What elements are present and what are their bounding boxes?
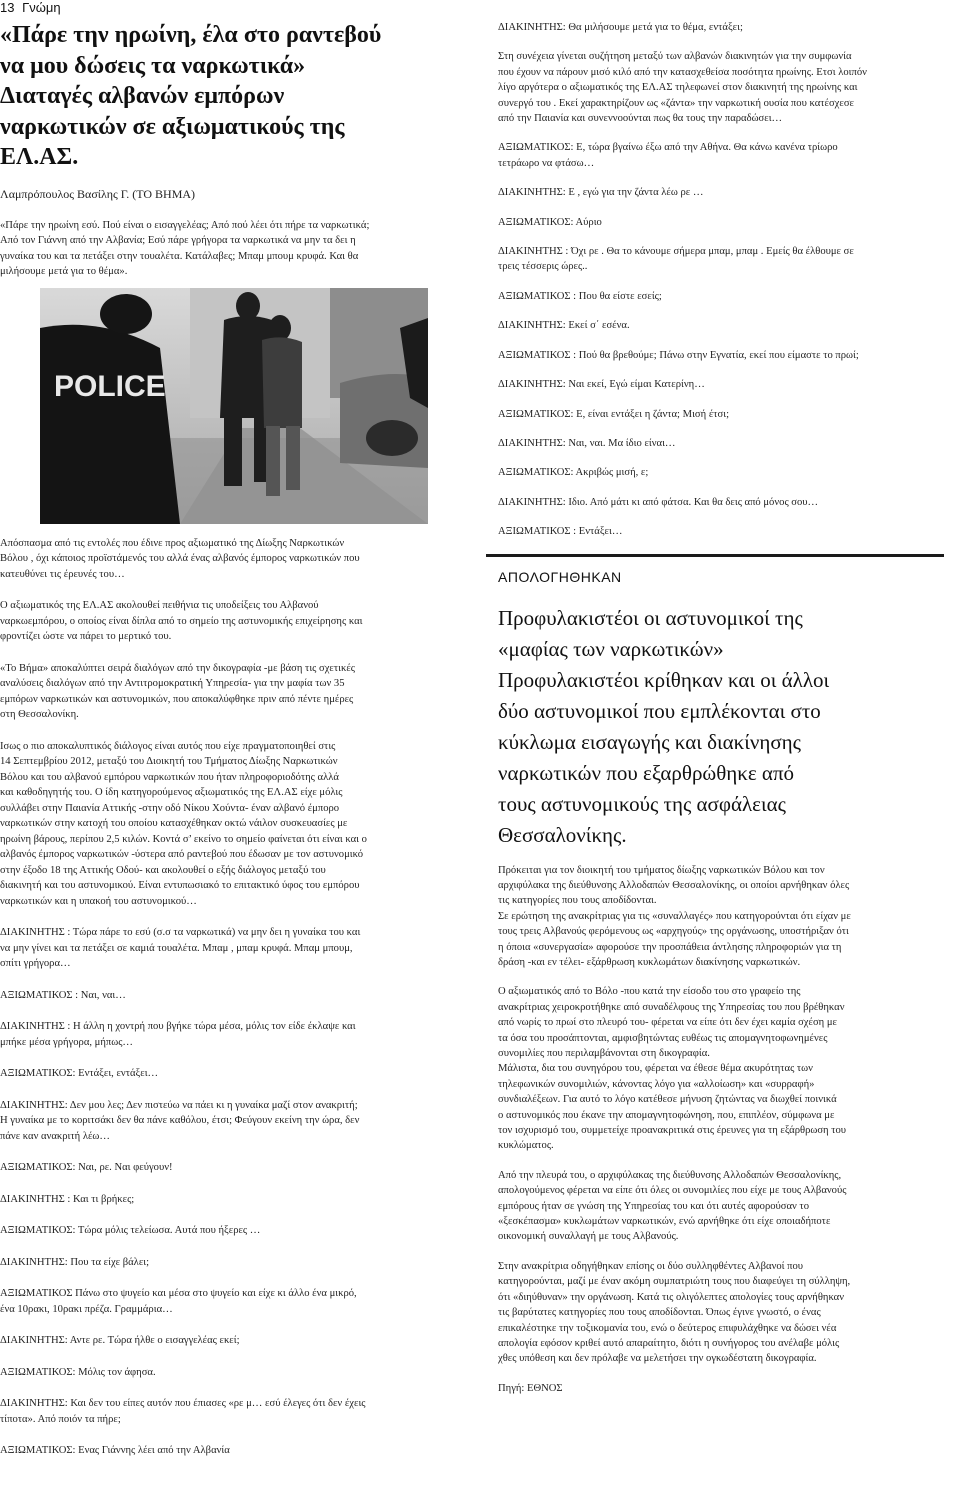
left-column [0, 20, 472, 1459]
text-line: απολογία εφόσον κριθεί αυτό απαραίτητο, διότι η συνήγορος του ανέλαβε μόλις [498, 1337, 840, 1349]
text-line: χθες υπόθεση και δεν πρόλαβε να μελετήσει την ογκωδέστατη δικογραφία. [498, 1353, 817, 1365]
caption-paragraph [0, 536, 472, 583]
title-line: «μαφίας των ναρκωτικών» [498, 636, 724, 661]
text-line: από την Παιανία και συνεννοούνται πως θα τους την παραδώσει… [498, 113, 783, 125]
text-line: αλβανός έμπορος ναρκωτικών -ύστερα από ραντεβού που έδωσαν με τον αστυνομικό [0, 849, 364, 860]
text-line: Στην ανακρίτρια οδηγήθηκαν επίσης οι δύο συλληφθέντες Αλβανοί που [498, 1260, 804, 1272]
text-line: «ξεσκέπασμα» κυκλωμάτων ναρκωτικών, ενώ αρνήθηκε ότι είχε οποιαδήποτε [498, 1216, 831, 1228]
dialogue-line [0, 1019, 472, 1050]
text-line: Σε ερώτηση της ανακρίτριας για τις «συναλλαγές» που κατηγορούνται ότι είχαν με [498, 910, 851, 922]
text-line: Από τον Γιάννη από την Αλβανία; Εσύ πάρε γρήγορα τα ναρκωτικά να μην τα δει η [0, 235, 356, 246]
text-line: αναλύσεις διαλόγων από την Αντιτρομοκρατική Υπηρεσία- για την μαφία των 35 [0, 678, 345, 689]
text-line: κατηγορούνται, μαζί με έναν ακόμη συμπατριώτη τους που διαφεύγει τη σύλληψη, [498, 1276, 851, 1288]
text-line: τηλεφωνικών συνομιλιών, κάνοντας λόγο για «αλλοίωση» και «συρραφή» [498, 1078, 815, 1090]
source-credit: Πηγή: ΕΘΝΟΣ [498, 1382, 563, 1394]
title-line: Προφυλακιστέοι κρίθηκαν και οι άλλοι [498, 667, 830, 692]
text-line: Στη συνέχεια γίνεται συζήτηση μεταξύ των αλβανών διακινητών για την συμφωνία [498, 51, 852, 63]
text-line: και καθοδηγητής του. Ο ίδη κατηγορούμενος αξιωματικός της ΕΛ.ΑΣ είχε μόλις [0, 787, 343, 798]
text-line: ΑΞΙΩΜΑΤΙΚΟΣ: Ε, τώρα βγαίνω έξω από την Αθήνα. Θα κάνω κανένα τρίωρο [498, 142, 838, 154]
dialogue-line: ΑΞΙΩΜΑΤΙΚΟΣ: Ε, είναι εντάξει η ζάντα; Μισή έτσι; [498, 408, 730, 420]
body-paragraph [0, 739, 472, 910]
text-line: δράση -και εν τέλει- εξάρθρωση κυκλωμάτων διακίνησης ναρκωτικών. [498, 956, 801, 968]
text-line: ότι «διηύθυναν» την οργάνωση. Κατά τις ολιγόλεπτες απολογίες τους αρνήθηκαν [498, 1291, 845, 1303]
dialogue-line: ΑΞΙΩΜΑΤΙΚΟΣ: Αύριο [498, 216, 602, 228]
text-line: που έχουν να πάρουν μισό κιλό από την κατασχεθείσα ποσότητα ηρωίνης. Ετσι λοιπόν [498, 66, 867, 78]
sidebar-paragraph [498, 863, 944, 971]
dialogue-line: ΔΙΑΚΙΝΗΤΗΣ: Θα μιλήσουμε μετά για το θέμα, εντάξει; [498, 22, 743, 33]
text-line: συνεργό του . Εκεί χαρακτηρίζουν ως «ζάντα» την ναρκωτική ουσία που κατέσχεσε [498, 97, 854, 109]
text-line: ΔΙΑΚΙΝΗΤΗΣ : Η άλλη η χοντρή που βγήκε τώρα μέσα, μόλις τον είδε έκλαψε και [0, 1021, 356, 1032]
sidebar-paragraph [498, 1168, 944, 1245]
text-line: «Πάρε την ηρωίνη εσύ. Πού είναι ο εισαγγελέας; Από πού λέει ότι πήρε τα ναρκωτικά; [0, 219, 370, 231]
intro-quote [0, 218, 472, 280]
sidebar-paragraph [498, 1259, 944, 1367]
dialogue-line [0, 925, 472, 972]
dialogue-line [0, 1098, 472, 1145]
dialogue-line: ΑΞΙΩΜΑΤΙΚΟΣ : Εντάξει… [498, 526, 623, 538]
text-line: τις βαρύτατες κατηγορίες που τους αποδίδονται. Όπως έγινε γνωστό, ο ένας [498, 1307, 821, 1319]
body-paragraph [0, 598, 472, 645]
text-line: ΑΞΙΩΜΑΤΙΚΟΣ Πάνω στο ψυγείο και μέσα στο ψυγείο και είχε κι άλλο ένα μικρό, [0, 1288, 357, 1299]
text-line: τους τρεις Αλβανούς φερόμενους ως «αρχηγούς» της οργάνωσης, υποστήριξαν ότι [498, 926, 849, 938]
text-line: συλλάβει στην Παιανία Αττικής -στην οδό Νίκου Χούντα- έναν αλβανό έμπορο [0, 802, 340, 814]
text-line: στη Θεσσαλονίκη. [0, 709, 79, 720]
dialogue-line: ΑΞΙΩΜΑΤΙΚΟΣ: Ακριβώς μισή, ε; [498, 467, 649, 479]
title-line: κύκλωμα εισαγωγής και διακίνησης [498, 729, 801, 754]
text-line: εμπόρων ναρκωτικών και αστυνομικών, που αποκαλύφθηκε πριν από πέντε ημέρες [0, 693, 354, 705]
text-line: Ισως ο πιο αποκαλυπτικός διάλογος είναι αυτός που είχε πραγματοποιηθεί στις [0, 740, 336, 752]
text-line: μιλήσουμε μετά για το θέμα». [0, 266, 128, 277]
text-line: φροντίζει ώστε να πάρει το μερτικό του. [0, 631, 172, 642]
headline-line: ΕΛ.ΑΣ. [0, 144, 79, 170]
text-line: Ο αξιωματικός της ΕΛ.ΑΣ ακολουθεί πειθήνια τις υποδείξεις του Αλβανού [0, 600, 319, 611]
title-line: τους αστυνομικούς της ασφάλειας [498, 791, 786, 816]
dialogue-line: ΔΙΑΚΙΝΗΤΗΣ: Εκεί σ΄ εσένα. [498, 320, 630, 332]
dialogue-line: ΑΞΙΩΜΑΤΙΚΟΣ: Ναι, ρε. Ναι φεύγουν! [0, 1162, 173, 1173]
text-line: κυκλώματος. [498, 1140, 554, 1152]
text-line: ΔΙΑΚΙΝΗΤΗΣ: Δεν μου λες; Δεν πιστεύω να πάει κι η γυναίκα μαζί στον ανακριτή; [0, 1099, 358, 1111]
dialogue-line: ΔΙΑΚΙΝΗΤΗΣ : Και τι βρήκες; [0, 1193, 135, 1205]
text-line: τρεις τέσσερις ώρες.. [498, 261, 588, 273]
text-line: «Το Βήμα» αποκαλύπτει σειρά διαλόγων από την δικογραφία -με βάση τις σχετικές [0, 662, 355, 674]
text-line: πάνε καν ανακριτή λέω… [0, 1130, 110, 1142]
text-line: Απόσπασμα από τις εντολές που έδινε προς αξιωματικό της Δίωξης Ναρκωτικών [0, 537, 345, 549]
title-line: δύο αστυνομικοί που εμπλέκονται στο [498, 698, 821, 723]
section-label: ΑΠΟΛΟΓΗΘΗΚΑΝ [498, 568, 622, 585]
byline: Λαμπρόπουλος Βασίλης Γ. (ΤΟ ΒΗΜΑ) [0, 186, 196, 201]
body-paragraph [498, 49, 944, 126]
photo-illustration [40, 288, 428, 524]
dialogue-line [0, 1396, 472, 1427]
dialogue-line: ΑΞΙΩΜΑΤΙΚΟΣ : Που θα είστε εσείς; [498, 290, 662, 302]
text-line: διακινητή και του αστυνομικού. Είναι εντυπωσιακό το επιτακτικό ύφος του εμπόρου [0, 880, 360, 891]
dialogue-line: ΔΙΑΚΙΝΗΤΗΣ: Αντε ρε. Τώρα ήλθε ο εισαγγελέας εκεί; [0, 1335, 240, 1346]
dialogue-line: ΑΞΙΩΜΑΤΙΚΟΣ: Τώρα μόλις τελείωσα. Αυτά που ήξερες … [0, 1225, 261, 1236]
police-arrest-photo [40, 288, 428, 524]
text-line: Βόλου και του αλβανού εμπόρου ναρκωτικών που ήταν πληροφοριοδότης αλλά [0, 771, 339, 783]
dialogue-line: ΔΙΑΚΙΝΗΤΗΣ: Ναι εκεί, Εγώ είμαι Κατερίνη… [498, 379, 705, 391]
text-line: τις κατηγορίες που τους αποδίδονται. [498, 895, 657, 907]
text-line: λίγο αργότερα ο αξιωματικός της ΕΛ.ΑΣ τηλεφωνεί στον διακινητή της ηρωίνης και [498, 82, 858, 94]
text-line: ναρκωεμπόρου, ο οποίος είναι δίπλα από το σημείο της αστυνομικής επιχείρησης και [0, 615, 363, 627]
headline-line: «Πάρε την ηρωίνη, έλα στο ραντεβού [0, 22, 382, 48]
dialogue-line: ΔΙΑΚΙΝΗΤΗΣ: Ναι, ναι. Μα ίδιο είναι… [498, 437, 676, 449]
text-line: ένα 10ρακι, 10ρακι πρέζα. Γραμμάρια… [0, 1303, 173, 1315]
text-line: από νωρίς το πρωί στο πλευρό του- φέρεται να είπε ότι δεν έχει καμία σχέση με [498, 1017, 837, 1029]
text-line: Πρόκειται για τον διοικητή του τμήματος δίωξης ναρκωτικών Βόλου και τον [498, 864, 825, 876]
section-divider [486, 554, 944, 557]
page-number: 13 [0, 0, 15, 15]
text-line: γυναίκα του και τα πετάξει στην τουαλέτα. Κατάλαβες; Μπαμ μπουμ κρυφά. Και θα [0, 250, 359, 262]
dialogue-line: ΔΙΑΚΙΝΗΤΗΣ: Ε , εγώ για την ζάντα λέω ρε … [498, 187, 704, 199]
sidebar-paragraph [498, 984, 944, 1153]
text-line: εμπόρους ήταν σε γνώση της Υπηρεσίας του και ότι αυτές αφορούσαν το [498, 1200, 810, 1212]
text-line: τίποτα». Από ποιόν τα πήρε; [0, 1413, 121, 1425]
text-line: σπίτι γρήγορα… [0, 958, 71, 969]
section-name: Γνώμη [22, 0, 61, 15]
body-paragraph [0, 661, 472, 723]
text-line: Από την πλευρά του, ο αρχιφύλακας της διεύθυνσης Αλλοδαπών Θεσσαλονίκης, [498, 1169, 842, 1181]
text-line: αρχιφύλακα της διεύθυνσης Αλλοδαπών Θεσσαλονίκης, οι οποίοι αρνήθηκαν όλες [498, 879, 850, 891]
headline-line: να μου δώσεις τα ναρκωτικά» [0, 52, 306, 79]
dialogue-line: ΔΙΑΚΙΝΗΤΗΣ: Που τα είχε βάλει; [0, 1256, 150, 1268]
headline-line: Διαταγές αλβανών εμπόρων [0, 83, 285, 109]
text-line: να μην γίνει και τα πετάξει σε καμιά τουαλέτα. Μπαμ , μπαμ κρυφά. Μπαμ μπουμ, [0, 942, 353, 954]
text-line: ΔΙΑΚΙΝΗΤΗΣ: Και δεν του είπες αυτόν που έπιασες «ρε μ… εσύ έλεγες ότι δεν έχεις [0, 1398, 366, 1409]
dialogue-line: ΑΞΙΩΜΑΤΙΚΟΣ : Πού θα βρεθούμε; Πάνω στην Εγνατία, εκεί που είμαστε το πρωί; [498, 349, 859, 361]
text-line: Βόλου , όχι κάποιος προϊστάμενός του αλλά ένας αλβανός έμπορος ναρκωτικών που [0, 553, 360, 564]
text-line: τετράωρο να φτάσω… [498, 157, 595, 169]
text-line: κατευθύνει τις έρευνές του… [0, 568, 125, 580]
dialogue-line: ΔΙΑΚΙΝΗΤΗΣ: Ιδιο. Από μάτι κι από φάτσα. Και θα δεις από μόνος σου… [498, 496, 819, 508]
text-line: τον ισχυρισμό του, συμμετείχε προανακριτικά στις έρευνες για τη εξάρθρωση του [498, 1125, 847, 1137]
dialogue-line: ΑΞΙΩΜΑΤΙΚΟΣ: Ενας Γιάννης λέει από την Αλβανία [0, 1445, 230, 1456]
article-headline [0, 20, 472, 173]
text-line: ναρκωτικών και η υπακοή του αστυνομικού… [0, 895, 197, 907]
text-line: ο αστυνομικός που έκανε την απομαγνητοφώνηση, που, επιπλέον, σύμφωνα με [498, 1109, 835, 1121]
text-line: ανακρίτριας χειροκροτήθηκε από συναδέλφους της Υπηρεσίας του που βρέθηκαν [498, 1001, 845, 1013]
text-line: ηρωίνη βάρους, περίπου 2,5 κιλών. Κοντά σ’ εκείνο το σημείο φαίνεται ότι είναι και ο [0, 833, 367, 845]
dialogue-line [498, 140, 944, 171]
sidebar-title [498, 603, 944, 851]
text-line: η όποια «συνεργασία» αφορούσε την προσπάθεια άντλησης πληροφοριών για τη [498, 941, 842, 953]
text-line: συνδιαλέξεων. Για αυτό το λόγο κατέθεσε μήνυση ζητώντας να διωχθεί ποινικά [498, 1094, 837, 1106]
text-line: επικαλέστηκε την τοξικομανία του, ενώ ο δεύτερος επιφυλάχθηκε να δώσει νέα [498, 1322, 837, 1334]
dialogue-line [498, 244, 944, 275]
text-line: μπήκε μέσα γρήγορα, μήπως… [0, 1036, 133, 1048]
headline-line: ναρκωτικών σε αξιωματικούς της [0, 113, 345, 140]
text-line: ΔΙΑΚΙΝΗΤΗΣ : Τώρα πάρε το εσύ (σ.σ τα ναρκωτικά) να μην δει η γυναίκα του και [0, 927, 361, 938]
dialogue-line: ΑΞΙΩΜΑΤΙΚΟΣ : Ναι, ναι… [0, 989, 126, 1001]
text-line: 14 Σεπτεμβρίου 2012, μεταξύ του Διοικητή του Τμήματος Δίωξης Ναρκωτικών [0, 756, 338, 767]
title-line: ναρκωτικών που εξαρθρώθηκε από [498, 760, 795, 785]
text-line: οικονομική συναλλαγή με τους Αλβανούς. [498, 1231, 679, 1243]
text-line: Η γυναίκα με το κοριτσάκι δεν θα πάνε καθόλου, έτσι; Φεύγουν εκείνη την ώρα, δεν [0, 1115, 360, 1126]
title-line: Θεσσαλονίκης. [498, 822, 627, 847]
page-header [0, 0, 65, 15]
text-line: ναρκωτικών στην κατοχή του οποίου κατασχέθηκαν οκτώ νάιλον συσκευασίες με [0, 818, 348, 829]
title-line: Προφυλακιστέοι οι αστυνομικοί της [498, 605, 803, 630]
text-line: ΔΙΑΚΙΝΗΤΗΣ : Όχι ρε . Θα το κάνουμε σήμερα μπαμ, μπαμ . Εμείς θα έλθουμε σε [498, 246, 854, 258]
text-line: απολογούμενος φέρεται να είπε ότι όλες οι συνομιλίες που είχε με τους Αλβανούς [498, 1185, 847, 1197]
text-line: τα όσα του προσάπτονται, αμφισβητώντας ευθέως τις απομαγνητοφωνημένες [498, 1032, 828, 1044]
text-line: στην έξοδο 18 της Αττικής Οδού- και ακολουθεί ο εξής διάλογος μεταξύ του [0, 864, 326, 876]
police-jacket-text: POLICE [54, 369, 166, 403]
dialogue-line: ΑΞΙΩΜΑΤΙΚΟΣ: Μόλις τον άφησα. [0, 1366, 156, 1378]
text-line: συνομιλίες που περιλαμβάνονται στη δικογραφία. [498, 1048, 710, 1059]
right-column [486, 20, 944, 1396]
text-line: Ο αξιωματικός από το Βόλο -που κατά την είσοδο του στο γραφείο της [498, 986, 801, 998]
text-line: Μάλιστα, δια του συνηγόρου του, φέρεται να έθεσε θέμα ακυρότητας των [498, 1063, 813, 1075]
dialogue-line: ΑΞΙΩΜΑΤΙΚΟΣ: Εντάξει, εντάξει… [0, 1068, 159, 1079]
dialogue-line [0, 1286, 472, 1317]
